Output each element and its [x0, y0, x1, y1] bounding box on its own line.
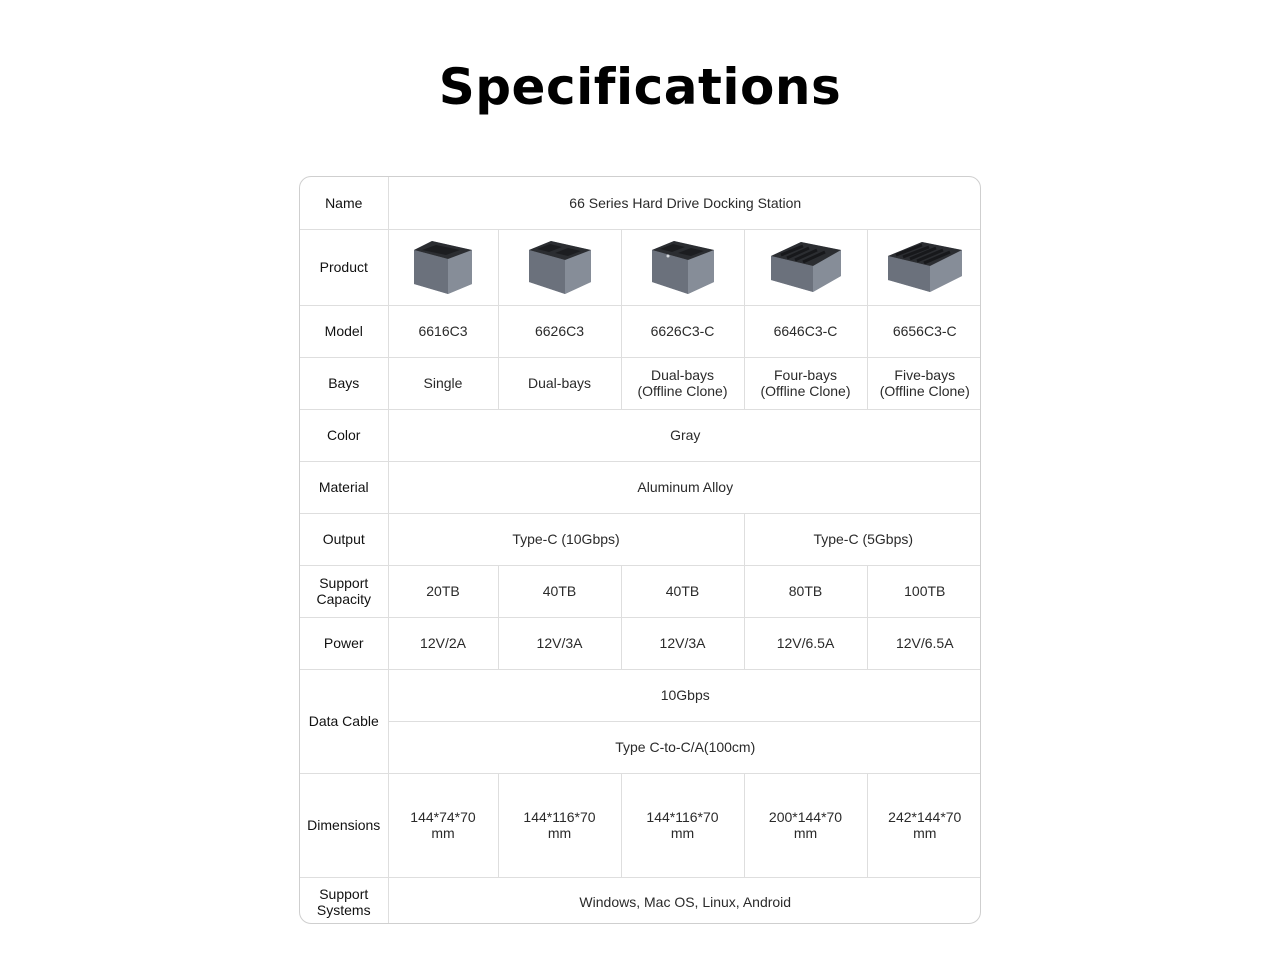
dock-4bay-icon — [769, 238, 843, 296]
product-image-4 — [744, 229, 867, 305]
row-capacity — [300, 565, 981, 617]
capacity-5: 100TB — [867, 565, 981, 617]
spec-table-container — [299, 176, 981, 924]
row-material — [300, 461, 981, 513]
model-4: 6646C3-C — [744, 305, 867, 357]
row-power — [300, 617, 981, 669]
bays-2: Dual-bays — [498, 357, 621, 409]
dock-2bay-clone-icon — [648, 238, 718, 296]
label-power: Power — [300, 617, 388, 669]
label-capacity: Support Capacity — [300, 565, 388, 617]
value-name: 66 Series Hard Drive Docking Station — [388, 177, 981, 229]
data-cable-type: Type C-to-C/A(100cm) — [388, 721, 981, 773]
label-material: Material — [300, 461, 388, 513]
capacity-2: 40TB — [498, 565, 621, 617]
label-name: Name — [300, 177, 388, 229]
page-title: Specifications — [438, 58, 842, 116]
value-color: Gray — [388, 409, 981, 461]
row-data-cable-speed — [300, 669, 981, 721]
label-data-cable: Data Cable — [300, 669, 388, 773]
capacity-1: 20TB — [388, 565, 498, 617]
dimensions-3: 144*116*70 mm — [621, 773, 744, 877]
product-image-5 — [867, 229, 981, 305]
row-color — [300, 409, 981, 461]
power-3: 12V/3A — [621, 617, 744, 669]
row-dimensions — [300, 773, 981, 877]
power-4: 12V/6.5A — [744, 617, 867, 669]
power-5: 12V/6.5A — [867, 617, 981, 669]
dock-5bay-icon — [886, 238, 964, 296]
dimensions-4: 200*144*70 mm — [744, 773, 867, 877]
row-systems — [300, 877, 981, 924]
product-image-3 — [621, 229, 744, 305]
row-bays — [300, 357, 981, 409]
bays-1: Single — [388, 357, 498, 409]
row-data-cable-type — [300, 721, 981, 773]
power-2: 12V/3A — [498, 617, 621, 669]
label-output: Output — [300, 513, 388, 565]
model-1: 6616C3 — [388, 305, 498, 357]
dimensions-5: 242*144*70 mm — [867, 773, 981, 877]
label-systems: Support Systems — [300, 877, 388, 924]
row-model — [300, 305, 981, 357]
row-output — [300, 513, 981, 565]
bays-4: Four-bays (Offline Clone) — [744, 357, 867, 409]
bays-5: Five-bays (Offline Clone) — [867, 357, 981, 409]
spec-table — [300, 177, 981, 924]
model-5: 6656C3-C — [867, 305, 981, 357]
label-dimensions: Dimensions — [300, 773, 388, 877]
product-image-2 — [498, 229, 621, 305]
bays-3: Dual-bays (Offline Clone) — [621, 357, 744, 409]
row-product — [300, 229, 981, 305]
output-10gbps: Type-C (10Gbps) — [388, 513, 744, 565]
output-5gbps: Type-C (5Gbps) — [744, 513, 981, 565]
dock-1bay-icon — [410, 238, 476, 296]
value-systems: Windows, Mac OS, Linux, Android — [388, 877, 981, 924]
model-3: 6626C3-C — [621, 305, 744, 357]
label-bays: Bays — [300, 357, 388, 409]
model-2: 6626C3 — [498, 305, 621, 357]
data-cable-speed: 10Gbps — [388, 669, 981, 721]
capacity-3: 40TB — [621, 565, 744, 617]
label-color: Color — [300, 409, 388, 461]
power-1: 12V/2A — [388, 617, 498, 669]
label-product: Product — [300, 229, 388, 305]
row-name — [300, 177, 981, 229]
value-material: Aluminum Alloy — [388, 461, 981, 513]
dimensions-2: 144*116*70 mm — [498, 773, 621, 877]
product-image-1 — [388, 229, 498, 305]
dock-2bay-icon — [525, 238, 595, 296]
label-model: Model — [300, 305, 388, 357]
capacity-4: 80TB — [744, 565, 867, 617]
dimensions-1: 144*74*70 mm — [388, 773, 498, 877]
